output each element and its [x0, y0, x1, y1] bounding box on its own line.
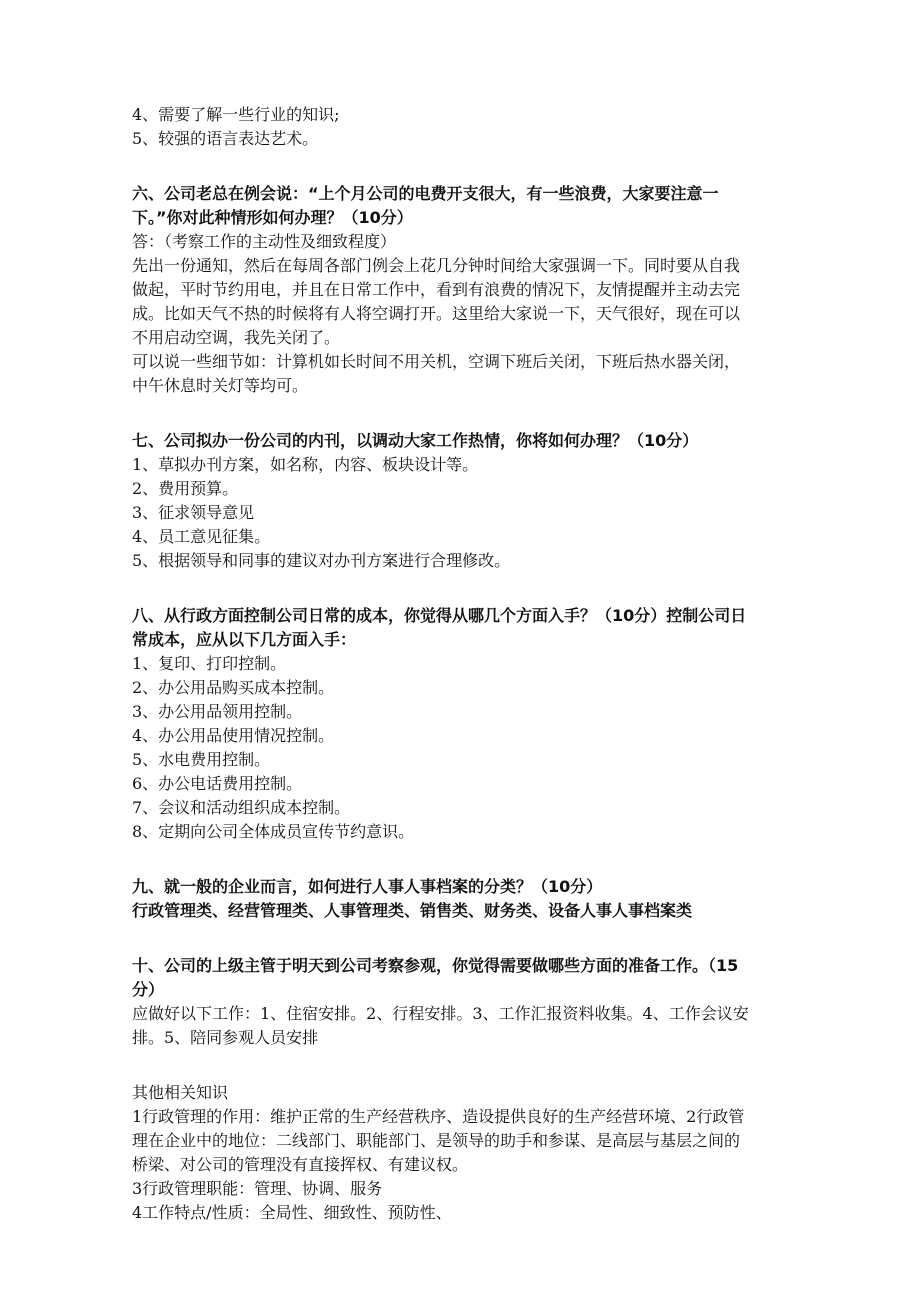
list-item: 5、根据领导和同事的建议对办刊方案进行合理修改。 [132, 551, 511, 570]
answer-line: 先出一份通知，然后在每周各部门例会上花几分钟时间给大家强调一下。同时要从自我 [132, 256, 741, 275]
spacer [132, 398, 787, 429]
knowledge-line: 理在企业中的地位：二线部门、职能部门、是领导的助手和参谋、是高层与基层之间的 [132, 1131, 741, 1150]
other-knowledge-heading: 其他相关知识 [132, 1083, 229, 1102]
list-item: 1、草拟办刊方案，如名称，内容、板块设计等。 [132, 455, 479, 474]
list-item: 4、员工意见征集。 [132, 527, 271, 546]
question-6-section [132, 182, 787, 398]
list-item: 2、费用预算。 [132, 479, 239, 498]
answer-line: 中午休息时关灯等均可。 [132, 376, 309, 395]
answer-line: 成。比如天气不热的时候将有人将空调打开。这里给大家说一下，天气很好，现在可以 [132, 304, 741, 323]
knowledge-line: 4工作特点/性质：全局性、细致性、预防性、 [132, 1203, 452, 1222]
list-item: 8、定期向公司全体成员宣传节约意识。 [132, 822, 415, 841]
list-item: 5、水电费用控制。 [132, 750, 271, 769]
spacer [132, 923, 787, 954]
document-page [132, 103, 787, 1225]
question-8-section [132, 604, 787, 844]
question-9-heading: 九、就一般的企业而言，如何进行人事人事档案的分类？（10分） [132, 877, 603, 896]
answer-line: 应做好以下工作：1、住宿安排。2、行程安排。3、工作汇报资料收集。4、工作会议安 [132, 1004, 749, 1023]
question-10-heading: 十、公司的上级主管于明天到公司考察参观，你觉得需要做哪些方面的准备工作。（15 [132, 956, 739, 975]
spacer [132, 1050, 787, 1081]
question-8-heading: 常成本，应从以下几方面入手： [132, 630, 357, 649]
question-6-heading: 下。”你对此种情形如何办理？（10分） [132, 208, 413, 227]
answer-line: 答：（考察工作的主动性及细致程度） [132, 232, 397, 251]
question-9-answer: 行政管理类、经营管理类、人事管理类、销售类、财务类、设备人事人事档案类 [132, 901, 693, 920]
list-item: 5、较强的语言表达艺术。 [132, 129, 319, 148]
list-item: 2、办公用品购买成本控制。 [132, 678, 335, 697]
list-item: 6、办公电话费用控制。 [132, 774, 303, 793]
list-item: 1、复印、打印控制。 [132, 654, 287, 673]
knowledge-line: 1行政管理的作用：维护正常的生产经营秩序、造设提供良好的生产经营环境、2行政管 [132, 1107, 745, 1126]
answer-line: 排。5、陪同参观人员安排 [132, 1028, 319, 1047]
question-8-heading: 八、从行政方面控制公司日常的成本，你觉得从哪几个方面入手？（10分）控制公司日 [132, 606, 747, 625]
question-7-section [132, 429, 787, 573]
spacer [132, 844, 787, 875]
answer-line: 可以说一些细节如：计算机如长时间不用关机，空调下班后关闭，下班后热水器关闭， [132, 352, 741, 371]
question-10-section [132, 954, 787, 1050]
question-9-section [132, 875, 787, 923]
list-item: 3、征求领导意见 [132, 503, 255, 522]
spacer [132, 151, 787, 182]
intro-list [132, 103, 787, 151]
knowledge-line: 3行政管理职能：管理、协调、服务 [132, 1179, 383, 1198]
list-item: 3、办公用品领用控制。 [132, 702, 303, 721]
spacer [132, 573, 787, 604]
question-10-heading: 分） [132, 980, 165, 999]
answer-line: 不用启动空调，我先关闭了。 [132, 328, 341, 347]
other-knowledge-section [132, 1081, 787, 1225]
answer-line: 做起，平时节约用电，并且在日常工作中，看到有浪费的情况下，友情提醒并主动去完 [132, 280, 741, 299]
knowledge-line: 桥梁、对公司的管理没有直接挥权、有建议权。 [132, 1155, 469, 1174]
question-6-heading: 六、公司老总在例会说：“上个月公司的电费开支很大，有一些浪费，大家要注意一 [132, 184, 719, 203]
list-item: 4、办公用品使用情况控制。 [132, 726, 335, 745]
question-7-heading: 七、公司拟办一份公司的内刊，以调动大家工作热情，你将如何办理？（10分） [132, 431, 699, 450]
list-item: 4、需要了解一些行业的知识; [132, 105, 340, 124]
list-item: 7、会议和活动组织成本控制。 [132, 798, 351, 817]
